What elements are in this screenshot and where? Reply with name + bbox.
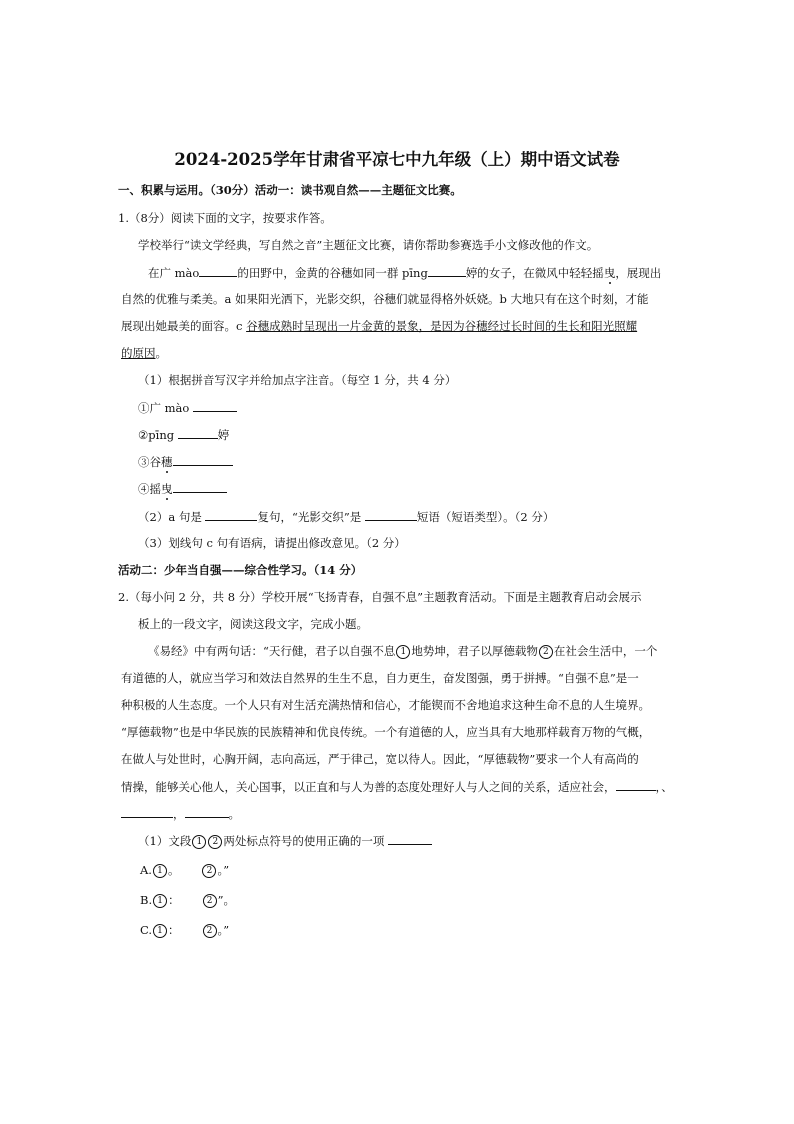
dotted-char: 穗 — [161, 455, 173, 469]
option-c — [140, 922, 229, 938]
option-a — [140, 862, 229, 878]
q1-item-2 — [138, 426, 229, 443]
circled-number-2: 2 — [203, 924, 217, 938]
q2-passage-line-2: 有道德的人，就应当学习和效法自然界的生生不息，自力更生，奋发图强，勇于拼搏。“自强不息”是一 — [121, 671, 639, 685]
circled-number-1: 1 — [192, 835, 206, 849]
passage-text: 在社会生活中，一个 — [553, 644, 658, 658]
passage-text: 情操，能够关心他人，关心国事，以正直和与人为善的态度处理好人与人之间的关系，适应社会， — [121, 780, 616, 794]
q2-passage-line-4: “厚德载物”也是中华民族的民族精神和优良传统。一个有道德的人，应当具有大地那样载育万物的气概， — [121, 725, 651, 739]
q2-stem-line-2: 板上的一段文字，阅读这段文字，完成小题。 — [138, 617, 368, 631]
answer-blank — [428, 264, 466, 277]
answer-blank — [185, 805, 229, 818]
passage-text: 。 — [155, 346, 167, 360]
item-label: 婷 — [217, 428, 230, 442]
passage-text: 展现出她最美的面容。c — [121, 319, 247, 333]
option-mark: ： — [168, 893, 180, 907]
answer-blank — [199, 264, 237, 277]
option-label: C. — [140, 923, 153, 937]
dotted-char: 曳 — [161, 482, 173, 496]
option-label: A. — [140, 863, 152, 877]
q2-stem-line-1: 2.（每小问 2 分，共 8 分）学校开展“飞扬青春，自强不息”主题教育活动。下面是主题教育启动会展示 — [118, 590, 642, 604]
option-mark: ： — [168, 923, 180, 937]
q1-item-3 — [138, 453, 233, 470]
circled-number-1: 1 — [153, 864, 167, 878]
q1-intro: 学校举行“读文学经典，写自然之音”主题征文比赛，请你帮助参赛选手小文修改他的作文。 — [138, 238, 599, 252]
option-mark: 。” — [217, 863, 230, 877]
item-label: ②pīng — [138, 428, 175, 442]
q1-sub1: （1）根据拼音写汉字并给加点字注音。（每空 1 分，共 4 分） — [138, 373, 457, 387]
dotted-char: 曳 — [603, 266, 616, 280]
section1-heading: 一、积累与运用。（30分）活动一：读书观自然——主题征文比赛。 — [118, 183, 462, 197]
sub2-text: 短语（短语类型）。（2 分） — [416, 510, 555, 524]
option-mark: 。 — [167, 863, 180, 877]
passage-text: ，展现出 — [615, 266, 662, 280]
q2-passage-line-7 — [121, 805, 240, 822]
answer-blank — [205, 508, 257, 521]
sub1-text: 两处标点符号的使用正确的一项 — [223, 834, 385, 848]
passage-text: ， — [173, 807, 185, 821]
answer-blank — [121, 805, 173, 818]
circled-number-2: 2 — [539, 645, 553, 659]
answer-blank — [193, 399, 237, 412]
section2-heading: 活动二：少年当自强——综合性学习。（14 分） — [118, 563, 363, 577]
q1-sub2 — [138, 508, 554, 525]
q1-passage-line-3 — [121, 318, 637, 334]
passage-text: 地势坤，君子以厚德载物 — [411, 644, 538, 658]
q1-passage-line-2: 自然的优雅与柔美。a 如果阳光洒下，光影交织，谷穗们就显得格外妖娆。b 大地只有在这个时刻，才能 — [121, 292, 649, 306]
q1-passage-line-4 — [121, 345, 167, 361]
q1-item-1 — [138, 399, 237, 416]
option-mark: 。” — [217, 923, 230, 937]
item-label: ①广 mào — [138, 401, 190, 415]
q2-passage-line-3: 种积极的人生态度。一个人只有对生活充满热情和信心，才能锲而不舍地追求这种生命不息的人生境界。 — [121, 698, 650, 712]
circled-number-1: 1 — [396, 645, 410, 659]
passage-text: ，、 — [655, 780, 673, 794]
circled-number-2: 2 — [202, 864, 216, 878]
q2-passage-line-5: 在做人与处世时，心胸开阔，志向高远，严于律己，宽以待人。因此，“厚德载物”要求一个人有高尚的 — [121, 752, 639, 766]
passage-text: 。 — [228, 807, 240, 821]
underlined-sentence-c: 谷穗成熟时呈现出一片金黄的景象，是因为谷穗经过长时间的生长和阳光照耀 — [246, 319, 638, 333]
option-mark: ”。 — [217, 893, 235, 907]
q1-stem: 1.（8分）阅读下面的文字，按要求作答。 — [118, 211, 332, 225]
answer-blank — [365, 508, 417, 521]
q1-passage-line-1 — [148, 264, 661, 281]
answer-blank — [178, 426, 218, 439]
circled-number-2: 2 — [203, 894, 217, 908]
q1-item-4 — [138, 480, 227, 497]
page-title: 2024-2025学年甘肃省平凉七中九年级（上）期中语文试卷 — [174, 150, 620, 169]
circled-number-1: 1 — [153, 894, 167, 908]
sub1-text: （1）文段 — [138, 834, 192, 848]
option-b — [140, 892, 235, 908]
q2-passage-line-1 — [148, 643, 657, 659]
passage-text: 的田野中，金黄的谷穗如同一群 pīng — [237, 266, 428, 280]
sub2-text: （2）a 句是 — [138, 510, 202, 524]
answer-blank — [173, 480, 227, 493]
sub2-text: 复句，“光影交织”是 — [257, 510, 362, 524]
item-label: ③谷 — [138, 455, 161, 469]
underlined-sentence-c-end: 的原因 — [121, 346, 156, 360]
q2-passage-line-6 — [121, 778, 673, 795]
item-label: ④摇 — [138, 482, 161, 496]
answer-blank — [616, 778, 656, 791]
answer-blank — [388, 832, 432, 845]
passage-text: 在广 mào — [148, 266, 200, 280]
option-label: B. — [140, 893, 153, 907]
circled-number-2: 2 — [208, 835, 222, 849]
q2-sub1 — [138, 832, 432, 849]
answer-blank — [173, 453, 233, 466]
passage-text: 《易经》中有两句话：“天行健，君子以自强不息 — [148, 644, 396, 658]
passage-text: 婷的女子，在微风中轻轻摇 — [465, 266, 604, 280]
circled-number-1: 1 — [153, 924, 167, 938]
q1-sub3: （3）划线句 c 句有语病，请提出修改意见。（2 分） — [138, 536, 406, 550]
